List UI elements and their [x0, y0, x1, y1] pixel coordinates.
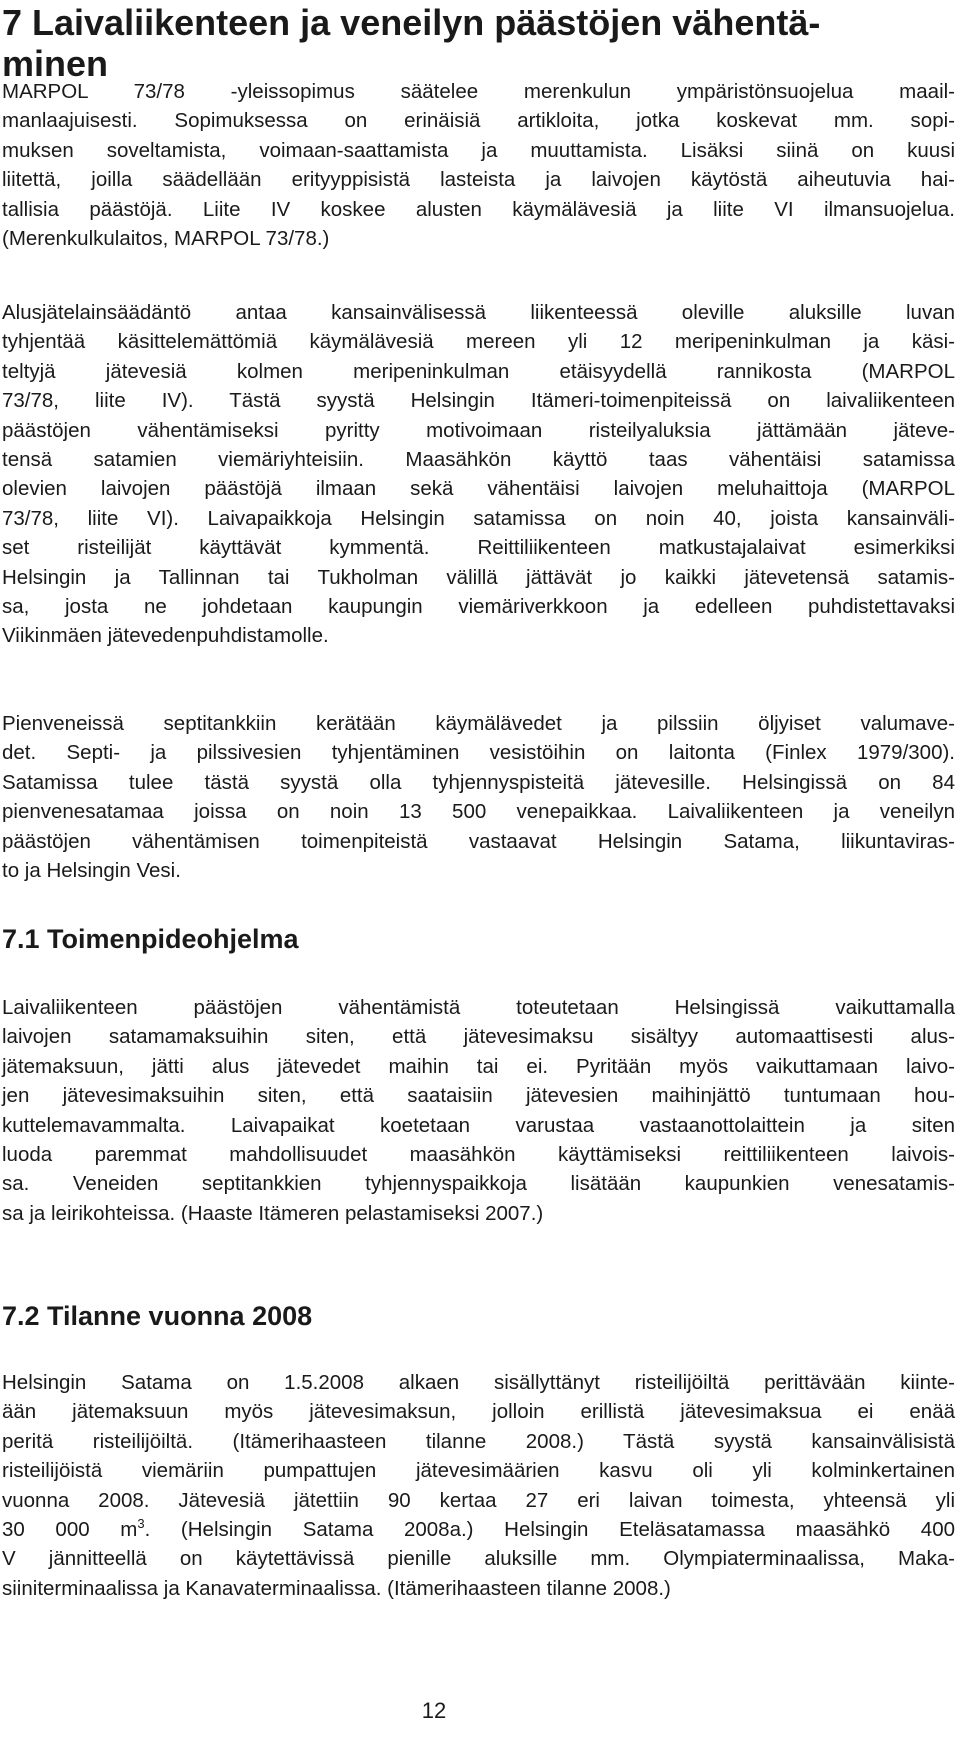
text-line: 73/78, liite VI). Laivapaikkoja Helsingin satamissa on noin 40, joista kansainväli-	[2, 506, 955, 530]
text-line: to ja Helsingin Vesi.	[2, 859, 181, 883]
page-number: 12	[421, 1698, 447, 1723]
text-line: det. Septi- ja pilssivesien tyhjentäminen vesistöihin on laitonta (Finlex 1979/300).	[2, 741, 955, 765]
text-line: tyhjentää käsittelemättömiä käymälävesiä mereen yli 12 meripeninkulman ja käsi-	[2, 330, 955, 354]
text-line: jätemaksuun, jätti alus jätevedet maihin tai ei. Pyritään myös vaikuttamaan laivo-	[2, 1054, 955, 1078]
section-heading: 7.2 Tilanne vuonna 2008	[2, 1301, 313, 1331]
text-line: Helsingin ja Tallinnan tai Tukholman välillä jättävät jo kaikki jätevetensä satamis-	[2, 565, 955, 589]
text-line: 73/78, liite IV). Tästä syystä Helsingin Itämeri-toimenpiteissä on laivaliikenteen	[2, 389, 955, 413]
text-line: jen jätevesimaksuihin siten, että saataisiin jätevesien maihinjättö tuntumaan hou-	[2, 1084, 955, 1108]
text-line: vuonna 2008. Jätevesiä jätettiin 90 kertaa 27 eri laivan toimesta, yhteensä yli	[2, 1488, 955, 1512]
text-line: muksen soveltamista, voimaan-saattamista ja muuttamista. Lisäksi siinä on kuusi	[2, 138, 955, 162]
text-line: siiniterminaalissa ja Kanavaterminaalissa. (Itämerihaasteen tilanne 2008.)	[2, 1576, 671, 1600]
text-fragment: . (Helsingin Satama 2008a.) Helsingin Eteläsatamassa maasähkö 400	[144, 1518, 955, 1542]
text-line: Alusjätelainsäädäntö antaa kansainvälisessä liikenteessä oleville aluksille luvan	[2, 301, 955, 324]
text-line: luoda paremmat mahdollisuudet maasähkön käyttämiseksi reittiliikenteen laivois-	[2, 1143, 955, 1167]
text-line: laivojen satamamaksuihin siten, että jätevesimaksu sisältyy automaattisesti alus-	[2, 1025, 955, 1049]
paragraph-text	[2, 1368, 955, 1603]
main-heading-block	[2, 2, 955, 84]
text-fragment: 30 000 m	[2, 1518, 138, 1542]
superscript-three: 3	[137, 1516, 145, 1532]
paragraph-pienveneet	[2, 709, 955, 885]
text-line: olevien laivojen päästöjä ilmaan sekä vähentäisi laivojen meluhaittoja (MARPOL	[2, 477, 955, 501]
text-line: ään jätemaksuun myös jätevesimaksun, jolloin erillistä jätevesimaksua ei enää	[2, 1400, 955, 1424]
text-line: Laivaliikenteen päästöjen vähentämistä toteutetaan Helsingissä vaikuttamalla	[2, 996, 955, 1019]
text-line: päästöjen vähentämisen toimenpiteistä vastaavat Helsingin Satama, liikuntaviras-	[2, 829, 955, 853]
text-line: pienvenesatamaa joissa on noin 13 500 venepaikkaa. Laivaliikenteen ja veneilyn	[2, 800, 955, 824]
main-heading-line: 7 Laivaliikenteen ja veneilyn päästöjen vähentä-	[2, 2, 821, 43]
text-line: kuttelemavammalta. Laivapaikat koetetaan varustaa vastaanottolaittein ja siten	[2, 1113, 955, 1137]
text-line: Viikinmäen jätevedenpuhdistamolle.	[2, 624, 329, 648]
section-7-2-body	[2, 1368, 955, 1603]
text-line: V jännitteellä on käytettävissä pienille aluksille mm. Olympiaterminaalissa, Maka-	[2, 1547, 955, 1571]
text-line: Helsingin Satama on 1.5.2008 alkaen sisällyttänyt risteilijöiltä perittävään kiinte-	[2, 1371, 955, 1394]
section-heading: 7.1 Toimenpideohjelma	[2, 924, 299, 954]
text-line: teltyjä jätevesiä kolmen meripeninkulman etäisyydellä rannikosta (MARPOL	[2, 359, 955, 383]
section-7-1-body	[2, 993, 955, 1228]
text-line: liitettä, joilla säädellään erityyppisistä lasteista ja laivojen käytöstä aiheutuvia hai-	[2, 168, 955, 192]
paragraph-text	[2, 709, 955, 885]
main-heading-line: minen	[2, 43, 109, 84]
text-line: sa. Veneiden septitankkien tyhjennyspaikkoja lisätään kaupunkien venesatamis-	[2, 1172, 955, 1196]
main-heading	[2, 2, 955, 84]
text-line: tensä satamien viemäriyhteisiin. Maasähkön käyttö taas vähentäisi satamissa	[2, 448, 955, 472]
paragraph-text	[2, 993, 955, 1228]
text-line: sa, josta ne johdetaan kaupungin viemäriverkkoon ja edelleen puhdistettavaksi	[2, 595, 955, 619]
text-line: Pienveneissä septitankkiin kerätään käymälävedet ja pilssiin öljyiset valumave-	[2, 712, 955, 735]
text-line: (Merenkulkulaitos, MARPOL 73/78.)	[2, 227, 330, 251]
text-line: peritä risteilijöiltä. (Itämerihaasteen tilanne 2008.) Tästä syystä kansainvälisistä	[2, 1429, 955, 1453]
section-7-1-heading-block	[2, 923, 955, 955]
text-line: manlaajuisesti. Sopimuksessa on erinäisiä artikloita, jotka koskevat mm. sopi-	[2, 109, 955, 133]
text-line: päästöjen vähentämiseksi pyritty motivoimaan risteilyaluksia jättämään jäteve-	[2, 418, 955, 442]
section-7-2-heading-block	[2, 1300, 955, 1332]
text-line: risteilijöistä viemäriin pumpattujen jätevesimäärien kasvu oli yli kolminkertainen	[2, 1459, 955, 1483]
paragraph-text	[2, 298, 955, 651]
text-line: tallisia päästöjä. Liite IV koskee alusten käymälävesiä ja liite VI ilmansuojelua.	[2, 197, 955, 221]
paragraph-text	[2, 77, 955, 253]
text-line: set risteilijät käyttävät kymmentä. Reittiliikenteen matkustajalaivat esimerkiksi	[2, 536, 955, 560]
paragraph-alusjatelaki	[2, 298, 955, 651]
paragraph-marpol	[2, 77, 955, 253]
text-line: Satamissa tulee tästä syystä olla tyhjennyspisteitä jätevesille. Helsingissä on 84	[2, 770, 955, 794]
text-line: MARPOL 73/78 -yleissopimus säätelee merenkulun ympäristönsuojelua maail-	[2, 80, 955, 103]
text-line: sa ja leirikohteissa. (Haaste Itämeren pelastamiseksi 2007.)	[2, 1201, 544, 1225]
text-line-with-superscript	[2, 1515, 955, 1544]
